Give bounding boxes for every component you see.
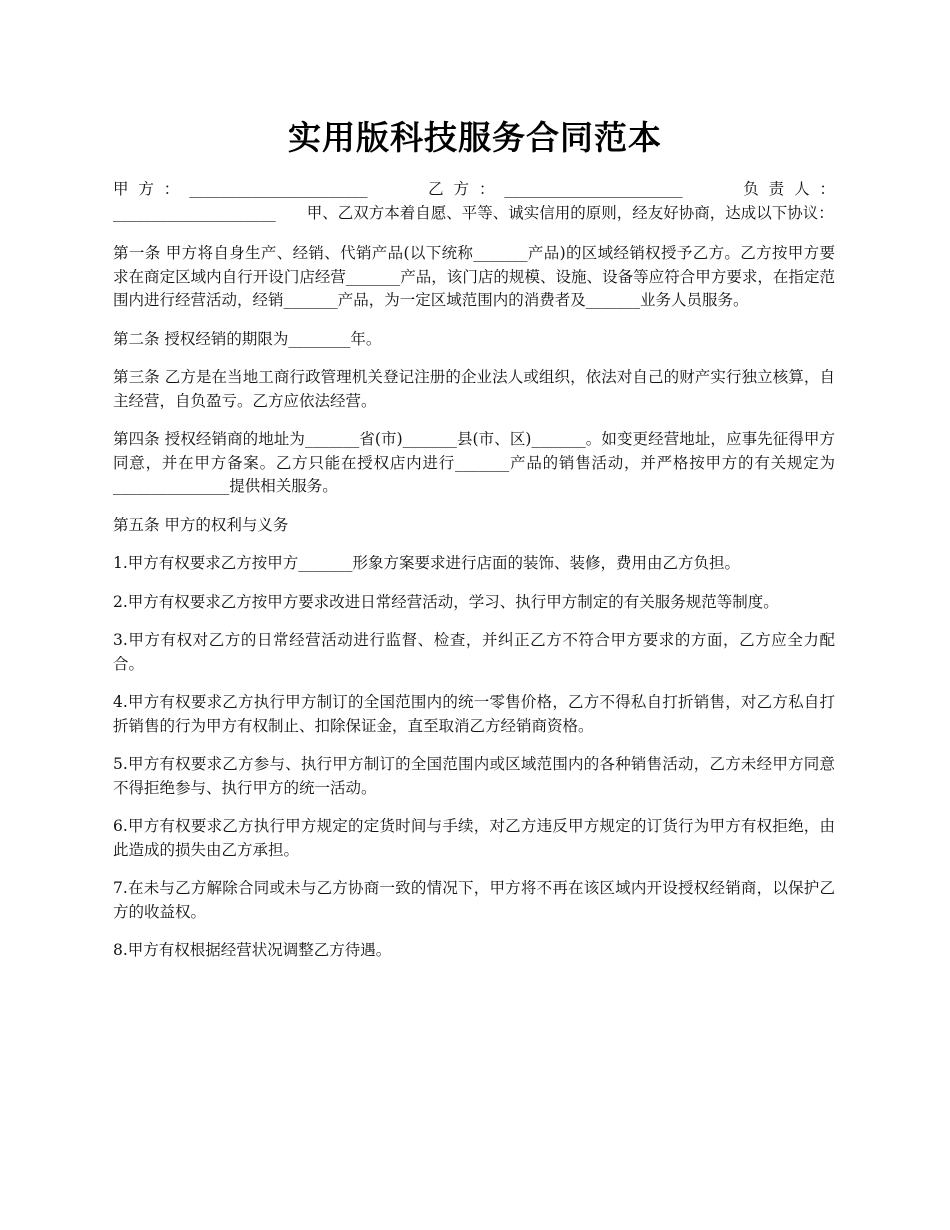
clause-1: 1.甲方有权要求乙方按甲方_______形象方案要求进行店面的装饰、装修，费用由乙方负担。 xyxy=(113,554,741,572)
clause-7: 7.在未与乙方解除合同或未与乙方协商一致的情况下，甲方将不再在该区域内开设授权经销商，以保护乙方的收益权。 xyxy=(113,879,835,921)
article-5-heading: 第五条 甲方的权利与义务 xyxy=(113,515,289,534)
clause-3: 3.甲方有权对乙方的日常经营活动进行监督、检查，并纠正乙方不符合甲方要求的方面，乙方应全力配合。 xyxy=(113,631,835,673)
document-title: 实用版科技服务合同范本 xyxy=(288,118,662,157)
article-4: 第四条 授权经销商的地址为_______省(市)_______县(市、区)_______。如变更经营地址，应事先征得甲方同意，并在甲方备案。乙方只能在授权店内进行_______产品的销售活动，并严格按甲方的有关规定为_______________提供相关服务。 xyxy=(113,430,835,495)
clause-4: 4.甲方有权要求乙方执行甲方制订的全国范围内的统一零售价格，乙方不得私自打折销售，对乙方私自打折销售的行为甲方有权制止、扣除保证金，直至取消乙方经销商资格。 xyxy=(113,693,835,735)
clause-8: 8.甲方有权根据经营状况调整乙方待遇。 xyxy=(113,941,392,959)
parties-header: 甲方：_______________________ 乙方：_______________________ 负责人：_____________________ 甲、乙双方本着自愿、平等、诚实信用的原则，经友好协商，达成以下协议： xyxy=(113,180,835,222)
document-body xyxy=(113,178,835,978)
clause-6: 6.甲方有权要求乙方执行甲方规定的定货时间与手续，对乙方违反甲方规定的订货行为甲方有权拒绝，由此造成的损失由乙方承担。 xyxy=(113,817,835,859)
article-2: 第二条 授权经销的期限为________年。 xyxy=(113,329,382,348)
article-1: 第一条 甲方将自身生产、经销、代销产品(以下统称_______产品)的区域经销权授予乙方。乙方按甲方要求在商定区域内自行开设门店经营_______产品，该门店的规模、设施、设备等应符合甲方要求，在指定范围内进行经营活动，经销_______产品，为一定区域范围内的消费者及_______业务人员服务。 xyxy=(113,244,835,309)
clause-5: 5.甲方有权要求乙方参与、执行甲方制订的全国范围内或区域范围内的各种销售活动，乙方未经甲方同意不得拒绝参与、执行甲方的统一活动。 xyxy=(113,755,835,797)
article-3: 第三条 乙方是在当地工商行政管理机关登记注册的企业法人或组织，依法对自己的财产实行独立核算，自主经营，自负盈亏。乙方应依法经营。 xyxy=(113,368,835,410)
clause-2: 2.甲方有权要求乙方按甲方要求改进日常经营活动，学习、执行甲方制定的有关服务规范等制度。 xyxy=(113,592,779,611)
